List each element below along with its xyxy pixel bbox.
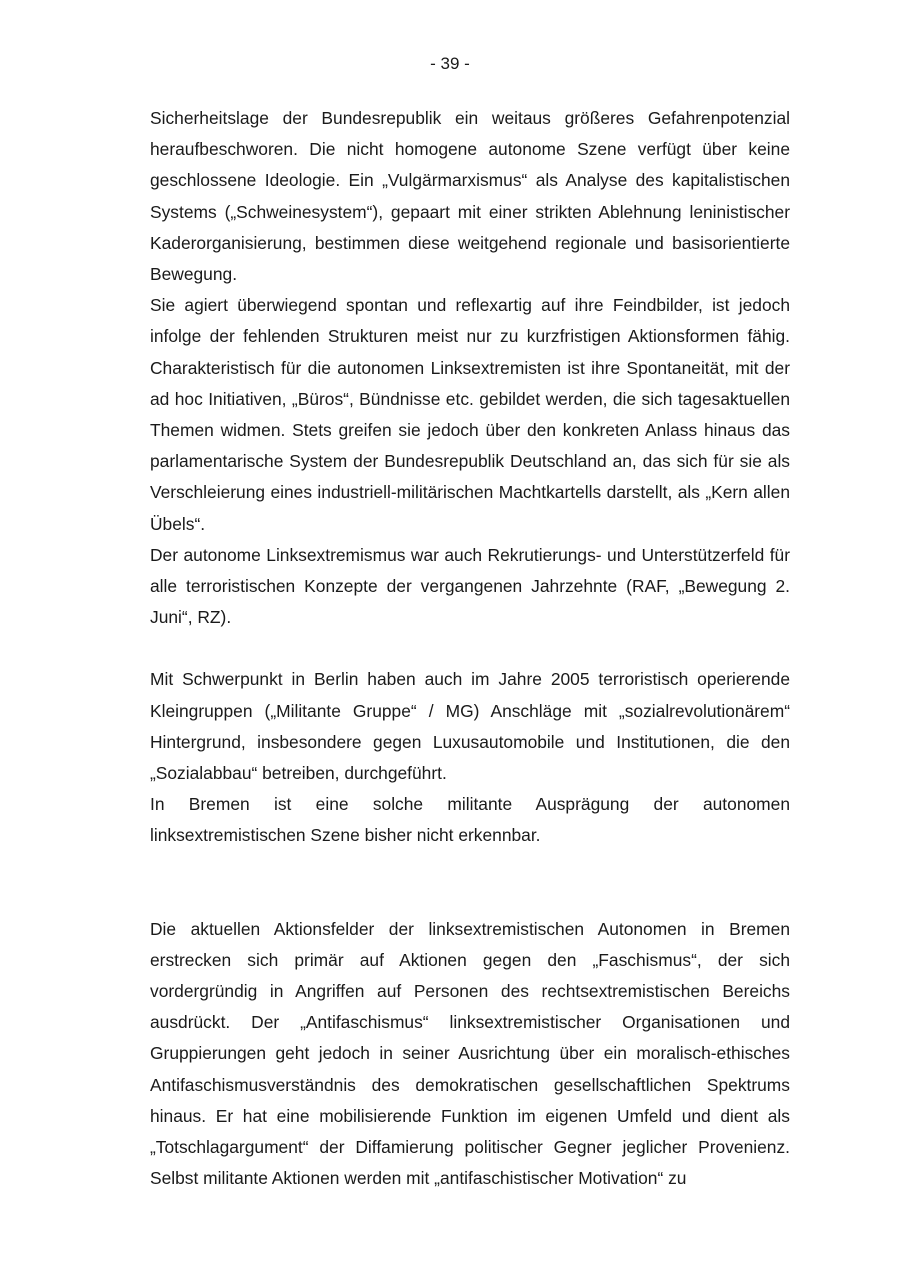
paragraph-action-fields: Die aktuellen Aktionsfelder der linksextremistischen Autonomen in Bremen erstrecken sich primär auf Aktionen gegen den „Faschismus“, der sich vordergründig in Angriffen auf Personen des rechtsextremistischen Bereichs ausdrückt. Der „Antifaschismus“ linksextremistischer Organisationen und Gruppierungen geht jedoch in seiner Ausrichtung über ein moralisch-ethisches Antifaschismusverständnis des demokratischen gesellschaftlichen Spektrums hinaus. Er hat eine mobilisierende Funktion im eigenen Umfeld und dient als „Totschlagargument“ der Diffamierung politischer Gegner jeglicher Provenienz. Selbst militante Aktionen werden mit „antifaschistischer Motivation“ zu [150, 918, 790, 1189]
document-body [150, 103, 790, 1195]
paragraph-berlin-groups: Mit Schwerpunkt in Berlin haben auch im Jahre 2005 terroristisch operierende Kleingruppen („Militante Gruppe“ / MG) Anschläge mit „sozialrevolutionärem“ Hintergrund, insbesondere gegen Luxusautomobile und Institutionen, die den „Sozialabbau“ betreiben, durchgeführt. [150, 669, 790, 784]
paragraph-spontaneous-action: Sie agiert überwiegend spontan und reflexartig auf ihre Feindbilder, ist jedoch infolge der fehlenden Strukturen meist nur zu kurzfristigen Aktionsformen fähig. Charakteristisch für die autonomen Linksextremisten ist ihre Spontaneität, mit der ad hoc Initiativen, „Büros“, Bündnisse etc. gebildet werden, die sich tagesaktuellen Themen widmen. Stets greifen sie jedoch über den konkreten Anlass hinaus das parlamentarische System der Bundesrepublik Deutschland an, das sich für sie als Verschleierung eines industriell-militärischen Machtkartells darstellt, als „Kern allen Übels“. [150, 295, 790, 534]
page-number: - 39 - [430, 54, 470, 73]
paragraph-bremen-militant: In Bremen ist eine solche militante Ausprägung der autonomen linksextremistischen Szene bisher nicht erkennbar. [150, 794, 790, 846]
paragraph-security-situation: Sicherheitslage der Bundesrepublik ein weitaus größeres Gefahrenpotenzial heraufbeschworen. Die nicht homogene autonome Szene verfügt über keine geschlossene Ideologie. Ein „Vulgärmarxismus“ als Analyse des kapitalistischen Systems („Schweinesystem“), gepaart mit einer strikten Ablehnung leninistischer Kaderorganisierung, bestimmen diese weitgehend regionale und basisorientierte Bewegung. [150, 108, 790, 285]
paragraph-recruitment-field: Der autonome Linksextremismus war auch Rekrutierungs- und Unterstützerfeld für alle terroristischen Konzepte der vergangenen Jahrzehnte (RAF, „Bewegung 2. Juni“, RZ). [150, 544, 790, 628]
